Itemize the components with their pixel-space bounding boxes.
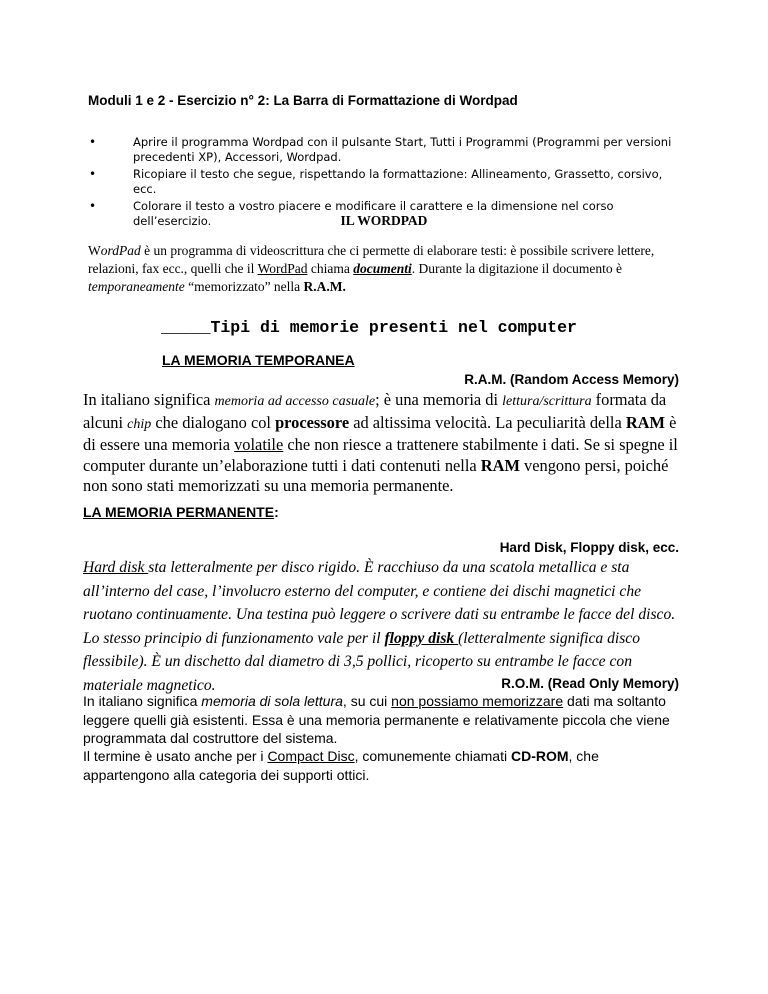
- floppy-term: floppy disk: [384, 629, 459, 647]
- cd-text: , comunemente chiamati: [354, 748, 511, 764]
- rom-italic: memoria di sola lettura: [201, 693, 343, 709]
- memoria-permanente-colon: :: [274, 504, 279, 520]
- ram-text-italic: memoria ad accesso casuale: [214, 394, 376, 409]
- ram-volatile: volatile: [234, 435, 284, 454]
- rom-text: In italiano significa: [83, 693, 202, 709]
- section-heading: IL WORDPAD: [340, 213, 428, 228]
- ram-paragraph: [83, 390, 689, 497]
- cd-rom-term: CD-ROM: [510, 748, 569, 764]
- ram-text-italic: chip: [127, 416, 152, 432]
- hd-text: sta letteralmente per disco rigido. È racchiuso da una scatola metallica e sta all’interno del case, l’involucro esterno del computer, e contiene dei dischi magnetici che ruotano continuamente. Una testina può leggere o scrivere dati su entrambe le facce del disco. Lo stesso principio di funzionamento vale per il: [83, 559, 676, 647]
- rom-text: dati ma soltanto leggere quelli già esistenti. Essa è una memoria permanente e relativamente piccola che viene programmata dal costruttore del sistema.: [83, 693, 670, 746]
- intro-ram: R.A.M.: [303, 279, 346, 294]
- rom-label: R.O.M. (Read Only Memory): [501, 676, 679, 691]
- intro-documenti: documenti: [353, 261, 412, 276]
- ram-text: ad altissima velocità. La peculiarità della: [349, 412, 626, 432]
- intro-paragraph: [88, 242, 688, 296]
- list-item: [89, 167, 689, 197]
- bullet-text: Ricopiare il testo che segue, rispettando la formattazione: Allineamento, Grassetto, corsivo, ecc.: [133, 167, 663, 196]
- ram-bold: RAM: [625, 412, 665, 432]
- cd-paragraph: [83, 747, 688, 784]
- rom-paragraph: [83, 692, 688, 748]
- rom-underline: non possiamo memorizzare: [391, 693, 564, 709]
- intro-temporaneamente: temporaneamente: [88, 279, 185, 294]
- bullet-icon: •: [89, 167, 97, 181]
- intro-wordpad-link: WordPad: [257, 261, 308, 276]
- ram-text: vengono persi, poiché non sono stati memorizzati su una memoria permanente.: [83, 455, 669, 495]
- intro-w: W: [88, 243, 101, 258]
- ram-text: che non riesce a trattenere stabilmente i dati. Se si spegne il computer durante un’elaborazione tutti i dati contenuti nella: [83, 435, 678, 475]
- intro-text: chiama: [307, 261, 354, 276]
- bullet-text: Colorare il testo a vostro piacere e modificare il carattere e la dimensione nel corso dell’esercizio.: [133, 199, 614, 228]
- ram-label: R.A.M. (Random Access Memory): [464, 372, 679, 387]
- intro-text: . Durante la digitazione il documento è: [411, 261, 623, 276]
- ram-text: è di essere una memoria: [83, 412, 677, 454]
- hd-term: Hard disk: [83, 559, 149, 576]
- ram-bold: RAM: [480, 455, 520, 475]
- bullet-text: Aprire il programma Wordpad con il pulsante Start, Tutti i Programmi (Programmi per versioni precedenti XP), Accessori, Wordpad.: [133, 135, 672, 164]
- hd-text: (letteralmente significa disco flessibile). È un dischetto dal diametro di 3,5 pollici, ricoperto su entrambe le facce con materiale magnetico.: [83, 629, 640, 694]
- list-item: [89, 135, 689, 165]
- intro-wordpad-italic: ordPad: [100, 243, 141, 258]
- cd-text: , che appartengono alla categoria dei supporti ottici.: [83, 748, 599, 783]
- ram-text: ; è una memoria di: [375, 390, 503, 409]
- cd-text: Il termine è usato anche per i: [83, 748, 268, 764]
- memoria-permanente-heading: [83, 504, 279, 520]
- intro-text: “memorizzato” nella: [184, 279, 304, 294]
- document-title: Moduli 1 e 2 - Esercizio n° 2: La Barra di Formattazione di Wordpad: [88, 93, 518, 108]
- ram-processore: processore: [275, 412, 350, 432]
- ram-text-italic: lettura/scrittura: [502, 394, 592, 409]
- ram-text: formata da alcuni: [83, 390, 667, 432]
- ram-text: In italiano significa: [83, 390, 215, 409]
- memoria-temporanea-heading: LA MEMORIA TEMPORANEA: [162, 352, 355, 368]
- ram-text: che dialogano col: [151, 412, 276, 432]
- rom-text: , su cui: [342, 693, 392, 709]
- hd-label: Hard Disk, Floppy disk, ecc.: [499, 540, 679, 555]
- cd-compact-disc: Compact Disc: [267, 748, 355, 764]
- bullet-icon: •: [89, 135, 97, 149]
- intro-text: è un programma di videoscrittura che ci permette di elaborare testi: è possibile scrivere lettere, relazioni, fax ecc., quelli che il: [88, 243, 655, 276]
- memorie-title: _____Tipi di memorie presenti nel computer: [161, 318, 577, 337]
- memoria-permanente-label: LA MEMORIA PERMANENTE: [83, 504, 275, 520]
- bullet-icon: •: [89, 199, 97, 213]
